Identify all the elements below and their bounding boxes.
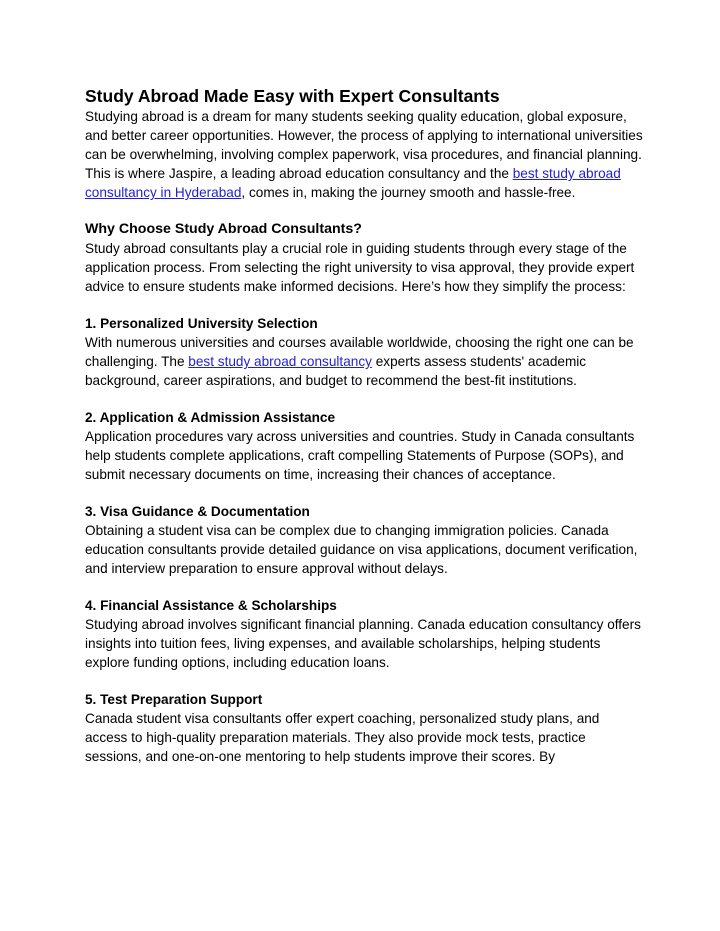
section-2-heading: 2. Application & Admission Assistance [85,410,336,425]
document-title: Study Abroad Made Easy with Expert Consultants [85,86,500,106]
section-1-text-after: experts assess students' academic background, career aspirations, and budget to recommend the best-fit institutions. [85,354,587,388]
section-4-heading: 4. Financial Assistance & Scholarships [85,598,337,613]
hyderabad-consultancy-link[interactable]: best study abroad consultancy in Hyderabad [85,166,621,200]
section-1-heading: 1. Personalized University Selection [85,316,318,331]
section-4-paragraph: Studying abroad involves significant financial planning. Canada education consultancy offers insights into tuition fees, living expenses, and available scholarships, helping students explore funding options, including education loans. [85,617,641,670]
section-1-text-before: With numerous universities and courses available worldwide, choosing the right one can be challenging. The [85,335,634,369]
why-choose-paragraph: Study abroad consultants play a crucial role in guiding students through every stage of the application process. From selecting the right university to visa approval, they provide expert advice to ensure students make informed decisions. Here’s how they simplify the process: [85,241,635,294]
section-5-heading: 5. Test Preparation Support [85,692,263,707]
intro-paragraph [85,107,645,202]
section-5-paragraph: Canada student visa consultants offer expert coaching, personalized study plans, and access to high-quality preparation materials. They also provide mock tests, practice sessions, and one-on-one mentoring to help students improve their scores. By [85,711,600,764]
section-1-paragraph [85,333,645,390]
study-abroad-consultancy-link[interactable]: best study abroad consultancy [188,354,372,369]
intro-text-after: , comes in, making the journey smooth and hassle-free. [241,185,576,200]
section-2-paragraph: Application procedures vary across universities and countries. Study in Canada consultants help students complete applications, craft compelling Statements of Purpose (SOPs), and submit necessary documents on time, increasing their chances of acceptance. [85,429,635,482]
why-choose-heading: Why Choose Study Abroad Consultants? [85,221,362,237]
intro-text-before: Studying abroad is a dream for many students seeking quality education, global exposure, and better career opportunities. However, the process of applying to international universities can be overwhelming, involving complex paperwork, visa procedures, and financial planning. This is where Jaspire, a leading abroad education consultancy and the [85,109,643,181]
document-page [85,85,645,766]
section-3-paragraph: Obtaining a student visa can be complex due to changing immigration policies. Canada education consultants provide detailed guidance on visa applications, document verification, and interview preparation to ensure approval without delays. [85,523,638,576]
section-3-heading: 3. Visa Guidance & Documentation [85,504,310,519]
